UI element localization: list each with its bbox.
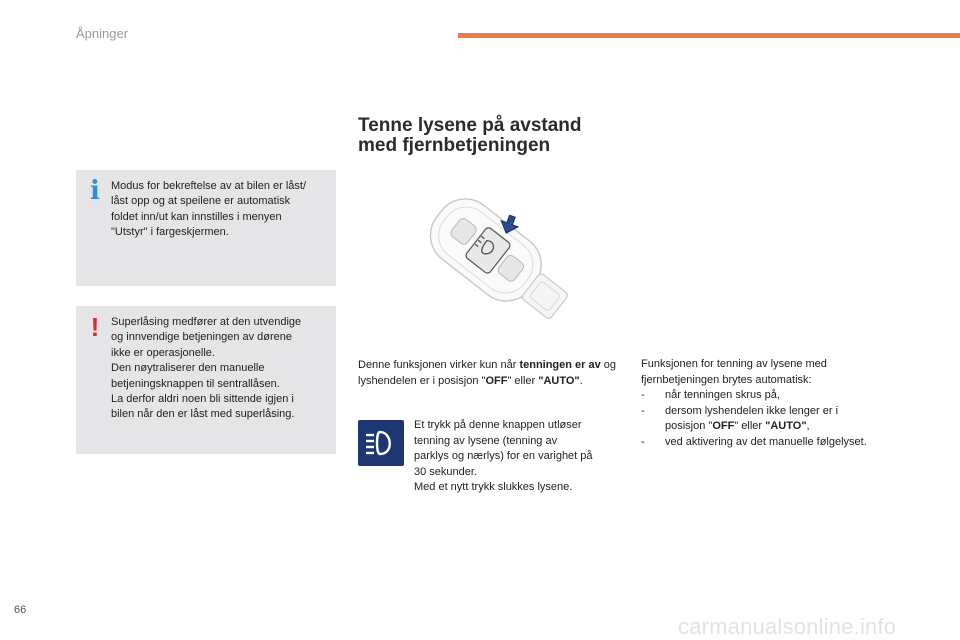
warning-note-text [111, 315, 333, 423]
warning-note-line: Den nøytraliserer den manuelle [111, 362, 265, 375]
list-item-text: ved aktivering av det manuelle følgelyset. [665, 435, 867, 448]
list-item-text: når tenningen skrus på, [665, 389, 780, 401]
list-item-bold-off: OFF [712, 420, 735, 432]
auto-off-list-item [641, 435, 901, 451]
main-title-line-1: Tenne lysene på avstand [358, 115, 582, 136]
headlight-icon [358, 420, 404, 466]
intro-text: og lyshendelen er i posisjon " [358, 359, 617, 387]
auto-off-paragraph [641, 357, 901, 450]
list-item-text: , [806, 420, 810, 432]
info-note-line: låst opp og at speilene er automatisk [111, 195, 291, 208]
intro-bold-ignition: tenningen er av [519, 359, 601, 371]
main-title-line-2: med fjernbetjeningen [358, 135, 551, 156]
button-description [414, 418, 618, 496]
info-note [76, 170, 336, 286]
remote-key-illustration [410, 186, 580, 336]
warning-icon: ! [90, 312, 100, 342]
list-dash: - [641, 435, 645, 448]
warning-note-line: betjeningsknappen til sentrallåsen. [111, 377, 280, 390]
warning-note [76, 306, 336, 454]
list-item-text: " eller [734, 420, 766, 432]
warning-note-line: Superlåsing medfører at den utvendige [111, 316, 302, 328]
warning-note-line: og innvendige betjeningen av dørene [111, 331, 293, 344]
button-description-line: parklys og nærlys) for en varighet på [414, 450, 593, 462]
list-item-bold-auto: "AUTO" [765, 420, 807, 432]
list-dash: - [641, 389, 645, 401]
intro-bold-auto: "AUTO" [538, 374, 580, 387]
button-description-line: Et trykk på denne knappen utløser [414, 419, 582, 431]
info-note-line: Modus for bekreftelse av at bilen er låst/ [111, 180, 307, 192]
warning-note-line: bilen når den er låst med superlåsing. [111, 408, 295, 421]
auto-off-list-item [641, 404, 901, 435]
button-description-line: tenning av lysene (tenning av [414, 434, 558, 447]
list-dash: - [641, 404, 645, 417]
warning-note-line: La derfor aldri noen bli sittende igjen i [111, 393, 294, 406]
header-accent-bar [458, 33, 960, 38]
intro-text: " eller [507, 374, 539, 387]
main-title [358, 116, 658, 156]
list-item-text: dersom lyshendelen ikke lenger er i [665, 404, 839, 417]
info-note-text [111, 179, 333, 241]
button-description-line: 30 sekunder. [414, 465, 477, 478]
info-note-line: foldet inn/ut kan innstilles i menyen [111, 210, 282, 223]
watermark: carmanualsonline.info [678, 614, 897, 639]
list-item-text: posisjon " [665, 420, 713, 432]
intro-paragraph [358, 358, 618, 389]
intro-text: . [579, 374, 583, 387]
section-title: Åpninger [76, 26, 129, 41]
warning-note-line: ikke er operasjonelle. [111, 346, 215, 359]
info-icon: i [90, 176, 100, 206]
auto-off-line: Funksjonen for tenning av lysene med [641, 358, 827, 370]
info-note-line: "Utstyr" i fargeskjermen. [111, 226, 229, 239]
intro-bold-off: OFF [485, 374, 508, 387]
headlight-button-icon [358, 420, 404, 466]
page-number: 66 [14, 604, 27, 616]
auto-off-line: fjernbetjeningen brytes automatisk: [641, 373, 812, 386]
button-description-line: Med et nytt trykk slukkes lysene. [414, 481, 573, 493]
intro-text: Denne funksjonen virker kun når [358, 359, 520, 371]
auto-off-list-item [641, 388, 901, 404]
